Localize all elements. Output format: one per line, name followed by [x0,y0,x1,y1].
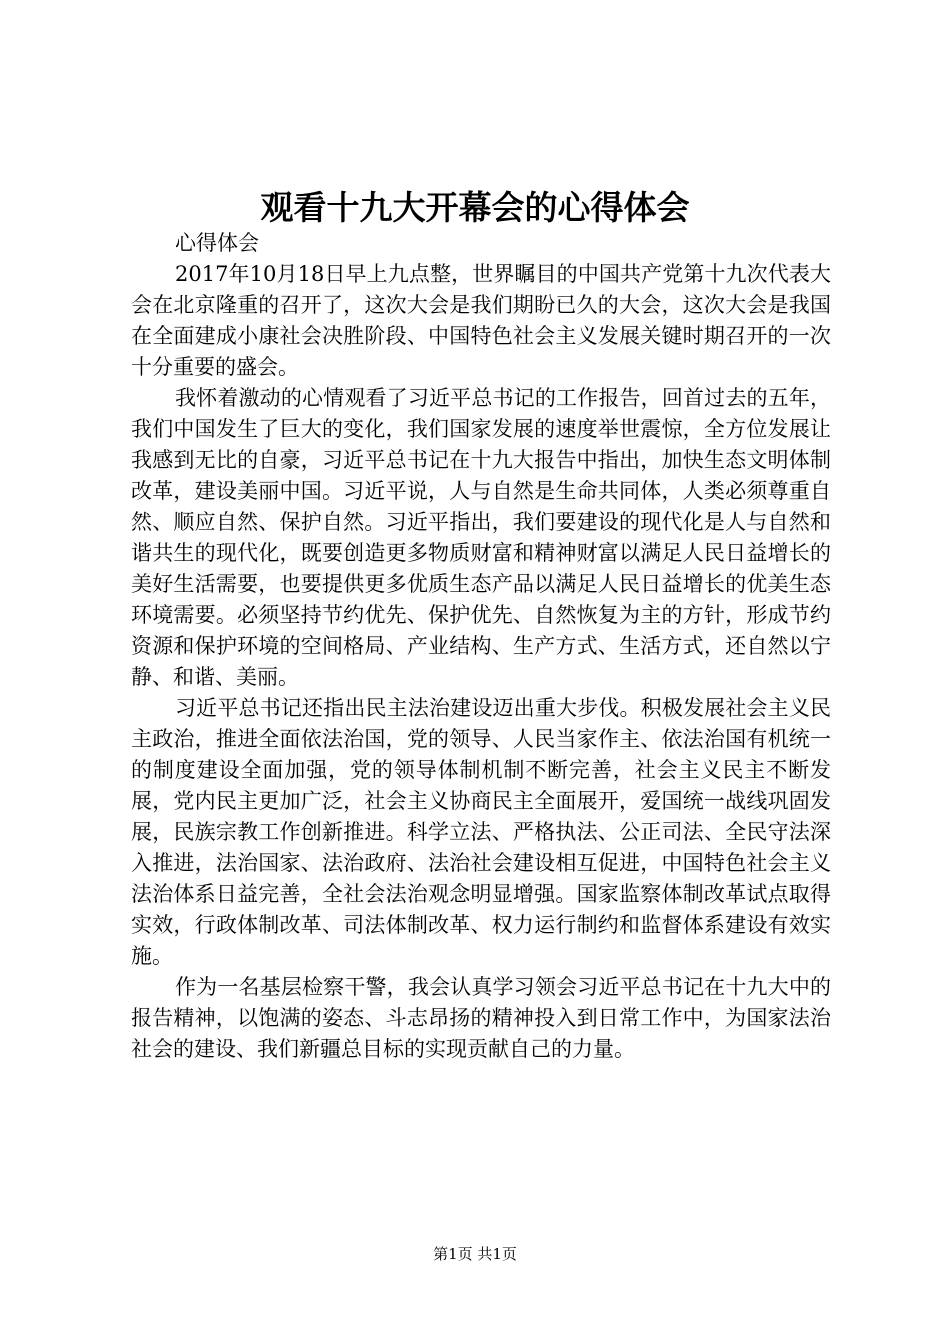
document-title: 观看十九大开幕会的心得体会 [260,188,690,227]
paragraph-2: 我怀着激动的心情观看了习近平总书记的工作报告，回首过去的五年，我们中国发生了巨大的变化，我们国家发展的速度举世震惊，全方位发展让我感到无比的自豪，习近平总书记在十九大报告中指出，加快生态文明体制改革，建设美丽中国。习近平说，人与自然是生命共同体，人类必须尊重自然、顺应自然、保护自然。习近平指出，我们要建设的现代化是人与自然和谐共生的现代化，既要创造更多物质财富和精神财富以满足人民日益增长的美好生活需要，也要提供更多优质生态产品以满足人民日益增长的优美生态环境需要。必须坚持节约优先、保护优先、自然恢复为主的方针，形成节约资源和保护环境的空间格局、产业结构、生产方式、生活方式，还自然以宁静、和谐、美丽。 [131,386,831,689]
document-body [131,228,831,1065]
paragraph-3: 习近平总书记还指出民主法治建设迈出重大步伐。积极发展社会主义民主政治，推进全面依法治国，党的领导、人民当家作主、依法治国有机统一的制度建设全面加强，党的领导体制机制不断完善，社会主义民主不断发展，党内民主更加广泛，社会主义协商民主全面展开，爱国统一战线巩固发展，民族宗教工作创新推进。科学立法、严格执法、公正司法、全民守法深入推进，法治国家、法治政府、法治社会建设相互促进，中国特色社会主义法治体系日益完善，全社会法治观念明显增强。国家监察体制改革试点取得实效，行政体制改革、司法体制改革、权力运行制约和监督体系建设有效实施。 [131,696,831,968]
page-footer: 第1页 共1页 [433,1245,517,1263]
paragraph-4: 作为一名基层检察干警，我会认真学习领会习近平总书记在十九大中的报告精神，以饱满的姿态、斗志昂扬的精神投入到日常工作中，为国家法治社会的建设、我们新疆总目标的实现贡献自己的力量。 [131,975,831,1061]
paragraph-1: 2017年10月18日早上九点整，世界瞩目的中国共产党第十九次代表大会在北京隆重的召开了，这次大会是我们期盼已久的大会，这次大会是我国在全面建成小康社会决胜阶段、中国特色社会主义发展关键时期召开的一次十分重要的盛会。 [131,262,831,379]
subtitle-paragraph: 心得体会 [175,231,259,255]
